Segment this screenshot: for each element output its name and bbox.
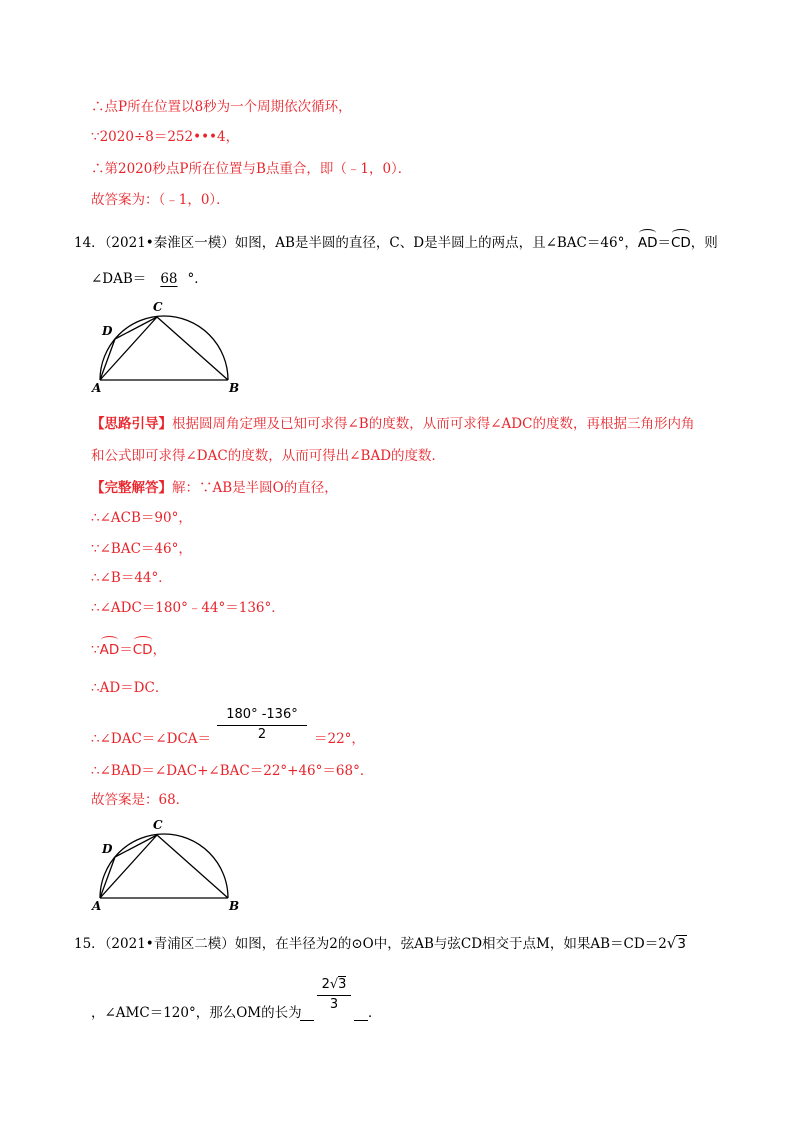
question-14-line-1	[74, 233, 718, 253]
solution-line: ∴点P所在位置以8秒为一个周期依次循环，	[91, 99, 352, 115]
question-text: （2021•青浦区二模）如图，在半径为2的⊙O中，弦AB与弦CD相交于点M，如果AB＝CD＝2	[104, 936, 667, 952]
solution-line: 故答案为：（﹣1，0）．	[91, 192, 230, 208]
point-label: C	[153, 300, 163, 314]
fraction	[213, 706, 311, 744]
arc-cd: CD	[670, 235, 691, 251]
equals-sign: ＝	[119, 642, 133, 658]
hint-line-2: 和公式即可求得∠DAC的度数，从而可得出∠BAD的度数．	[91, 448, 446, 464]
question-text: ∠DAB＝	[91, 271, 147, 287]
sqrt-argument: 3	[338, 977, 347, 992]
fraction-denominator: 3	[329, 997, 339, 1012]
question-text: （2021•秦淮区一模）如图，AB是半圆的直径，C、D是半圆上的两点，且∠BAC＝46°，	[104, 235, 638, 251]
question-number: 14．	[74, 235, 105, 251]
fraction-denominator: 2	[257, 727, 267, 742]
solution-line: ∴∠BAD＝∠DAC+∠BAC＝22°+46°＝68°．	[91, 763, 374, 779]
point-label: D	[102, 324, 113, 338]
solution-text: ，	[152, 642, 167, 658]
point-label: B	[229, 381, 240, 394]
fraction-numerator: 180° -136°	[226, 707, 298, 722]
point-label: C	[153, 818, 163, 832]
question-text-end: ，则	[690, 235, 718, 251]
solution-line: ∴第2020秒点P所在位置与B点重合，即（﹣1，0）．	[91, 161, 412, 177]
answer-blank-right	[354, 1003, 368, 1023]
question-15-line-1	[74, 933, 687, 954]
arc-cd: CD	[132, 642, 153, 658]
numerator-coefficient: 2	[321, 977, 330, 992]
arc-ad: AD	[99, 642, 120, 658]
arc-ad: AD	[637, 235, 658, 251]
point-label: B	[229, 899, 240, 912]
hint-tag: 【思路引导】	[91, 416, 172, 432]
answer-fraction	[314, 976, 354, 1014]
sqrt-argument: 3	[677, 936, 686, 952]
equals-sign: ＝	[657, 235, 671, 251]
solution-line: ∴AD＝DC．	[91, 680, 169, 696]
semicircle-figure	[88, 298, 248, 394]
solution-text: 解：∵AB是半圆O的直径，	[172, 480, 338, 496]
solution-tag: 【完整解答】	[91, 480, 172, 496]
solution-line	[91, 640, 166, 660]
answer-blank-left	[300, 1003, 314, 1023]
sqrt-sign: √	[329, 977, 339, 992]
solution-text: ∵	[91, 642, 100, 658]
semicircle-figure	[88, 816, 248, 912]
question-text: ．	[368, 1005, 382, 1021]
solution-line: ＝22°，	[314, 731, 365, 747]
hint-text: 根据圆周角定理及已知可求得∠B的度数，从而可求得∠ADC的度数，再根据三角形内角	[172, 416, 695, 432]
fraction-numerator	[314, 976, 354, 994]
solution-line: ∴∠DAC＝∠DCA＝	[91, 731, 212, 747]
question-number: 15．	[74, 936, 105, 952]
solution-line	[91, 478, 338, 498]
solution-line: ∵∠BAC＝46°，	[91, 541, 192, 557]
solution-line: ∴∠ADC＝180°﹣44°＝136°．	[91, 600, 285, 616]
solution-line: ∴∠B＝44°．	[91, 570, 172, 586]
answer-blank: 68	[160, 271, 178, 287]
solution-line: ∵2020÷8＝252•••4，	[91, 129, 240, 145]
point-label: A	[92, 899, 102, 912]
point-label: D	[102, 842, 113, 856]
point-label: A	[92, 381, 102, 394]
sqrt-sign: √	[666, 934, 677, 952]
solution-line: 故答案是：68．	[91, 792, 190, 808]
question-text: °．	[187, 271, 208, 287]
question-15-line-2: ，∠AMC＝120°，那么OM的长为	[91, 1005, 302, 1021]
solution-line: ∴∠ACB＝90°，	[91, 510, 192, 526]
hint-line-1	[91, 414, 694, 434]
question-14-line-2	[91, 269, 208, 289]
